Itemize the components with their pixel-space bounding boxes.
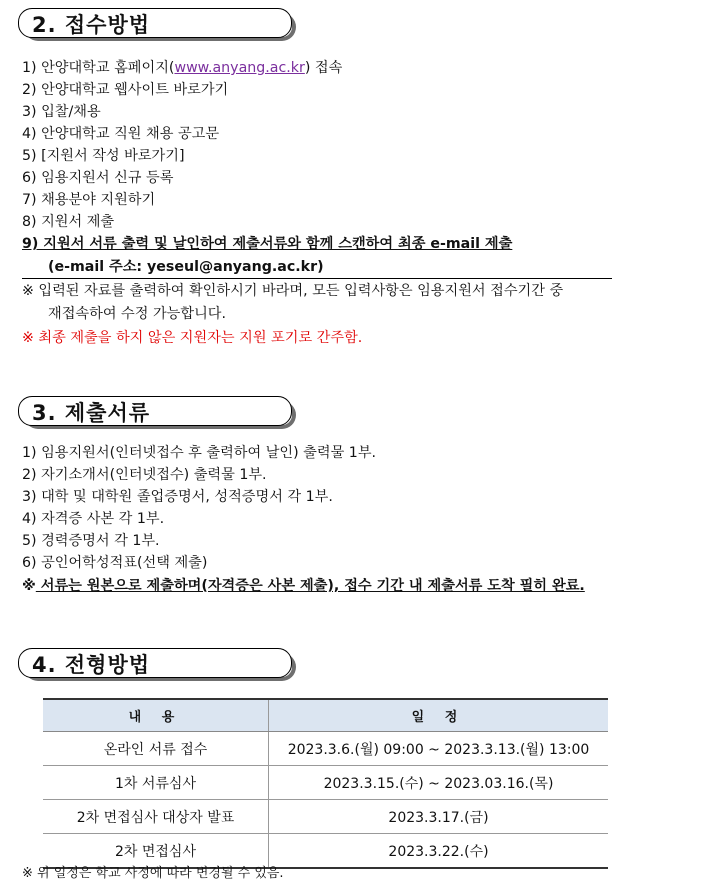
- section-4-title: 4. 전형방법: [32, 653, 151, 677]
- section-3-header: [18, 396, 298, 426]
- homepage-link[interactable]: www.anyang.ac.kr: [174, 60, 305, 76]
- documents-note: ※ 서류는 원본으로 제출하며(자격증은 사본 제출), 접수 기간 내 제출서류 도착 필히 완료.: [22, 578, 585, 594]
- step-3: 3) 입찰/채용: [22, 104, 101, 120]
- header-schedule: 일 정: [269, 699, 609, 732]
- section-2-header: [18, 8, 298, 38]
- table-row: 2차 면접심사 대상자 발표 2023.3.17.(금): [43, 800, 608, 834]
- section-3-title: 3. 제출서류: [32, 401, 151, 425]
- section-4-header: [18, 648, 298, 678]
- section-2-title: 2. 접수방법: [32, 13, 151, 37]
- doc-item: 3) 대학 및 대학원 졸업증명서, 성적증명서 각 1부.: [22, 489, 333, 505]
- step-5: 5) [지원서 작성 바로가기]: [22, 148, 185, 164]
- step-2: 2) 안양대학교 웹사이트 바로가기: [22, 82, 229, 98]
- table-header-row: [43, 699, 608, 732]
- step-9: 9) 지원서 서류 출력 및 날인하여 제출서류와 함께 스캔하여 최종 e-mail 제출: [22, 236, 513, 252]
- step-4: 4) 안양대학교 직원 채용 공고문: [22, 126, 220, 142]
- schedule-footnote: ※ 위 일정은 학교 사정에 따라 변경될 수 있음.: [22, 866, 284, 881]
- doc-item: 6) 공인어학성적표(선택 제출): [22, 555, 208, 571]
- header-content: 내 용: [43, 699, 269, 732]
- table-row: 2차 면접심사 2023.3.22.(수): [43, 834, 608, 869]
- note-input-review: ※ 입력된 자료를 출력하여 확인하시기 바라며, 모든 입력사항은 임용지원서 접수기간 중: [22, 283, 564, 299]
- doc-item: 5) 경력증명서 각 1부.: [22, 533, 160, 549]
- note-input-review-cont: 재접속하여 수정 가능합니다.: [48, 306, 226, 322]
- table-row: 1차 서류심사 2023.3.15.(수) ~ 2023.03.16.(목): [43, 766, 608, 800]
- email-line: (e-mail 주소: yeseul@anyang.ac.kr): [48, 259, 324, 275]
- step-7: 7) 채용분야 지원하기: [22, 192, 156, 208]
- step-8: 8) 지원서 제출: [22, 214, 115, 230]
- doc-item: 2) 자기소개서(인터넷접수) 출력물 1부.: [22, 467, 267, 483]
- table-row: 온라인 서류 접수 2023.3.6.(월) 09:00 ~ 2023.3.13.(월) 13:00: [43, 732, 608, 766]
- note-final-submission: ※ 최종 제출을 하지 않은 지원자는 지원 포기로 간주함.: [22, 330, 363, 346]
- step-6: 6) 임용지원서 신규 등록: [22, 170, 174, 186]
- step-1: 1) 안양대학교 홈페이지(www.anyang.ac.kr) 접속: [22, 60, 343, 76]
- divider: [22, 278, 612, 279]
- doc-item: 1) 임용지원서(인터넷접수 후 출력하여 날인) 출력물 1부.: [22, 445, 377, 461]
- doc-item: 4) 자격증 사본 각 1부.: [22, 511, 165, 527]
- schedule-table: [43, 698, 608, 869]
